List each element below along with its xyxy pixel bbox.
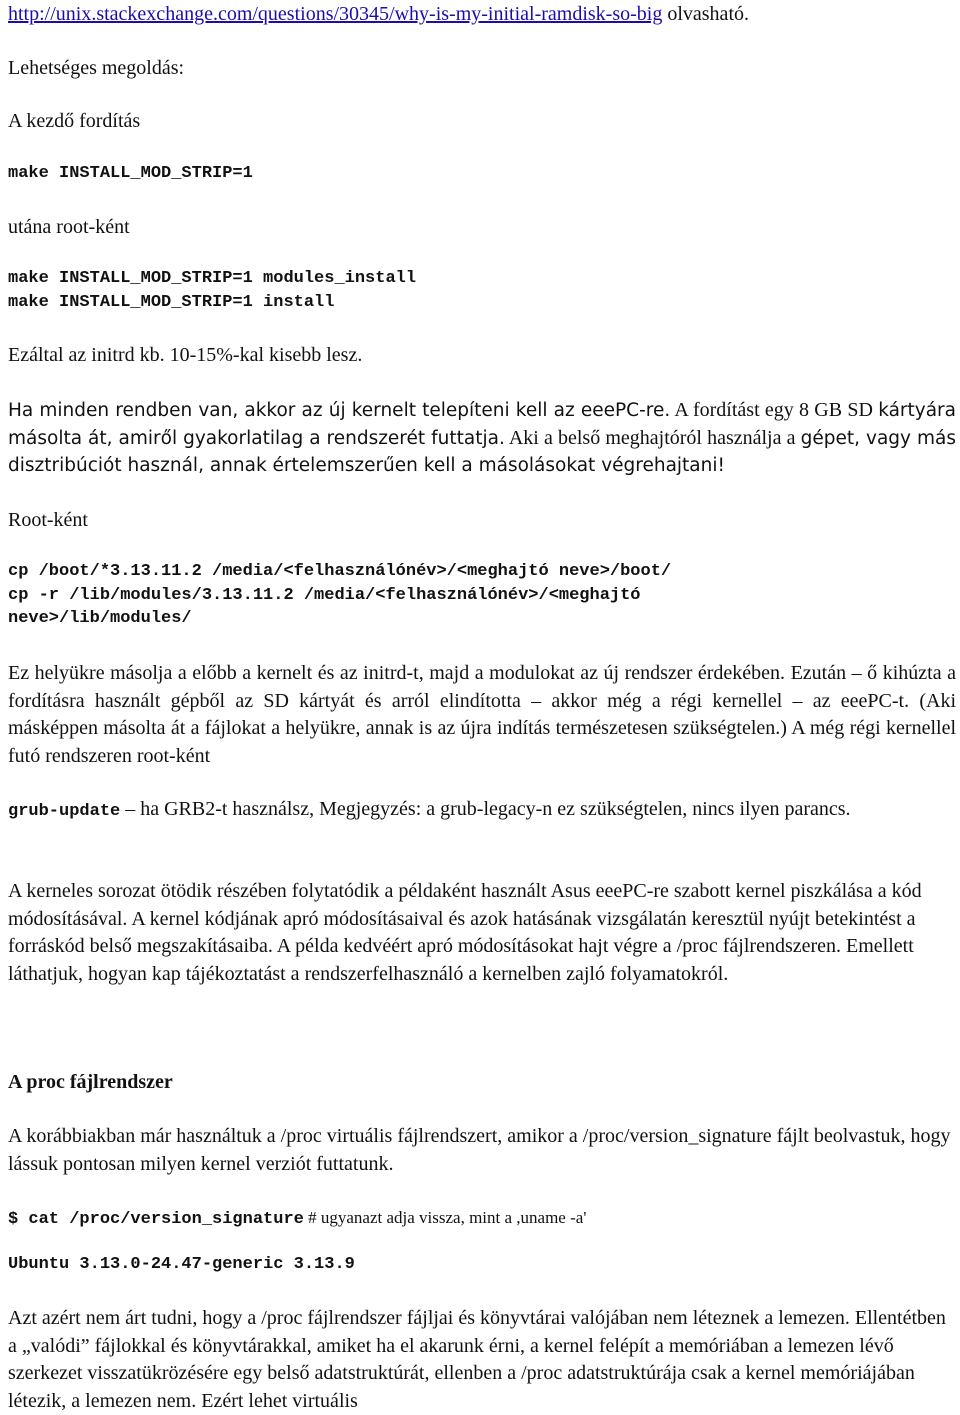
copy-explanation: Ez helyükre másolja a előbb a kernelt és az initrd-t, majd a modulokat az új rendszer érdekében. Ezután – ő kihúzta a fordításra használt gépből az SD kártyát és arról elindította – akkor még a régi kernellel – az eeePC-t. (Aki másképpen másolta át a fájlokat a helyükre, annak is az újra indítás természetesen szükségtelen.) A még régi kernellel futó rendszeren root-ként bbox=[8, 662, 956, 767]
as-root-label: Root-ként bbox=[8, 509, 88, 531]
cmd-install-line: make INSTALL_MOD_STRIP=1 modules_install bbox=[8, 269, 417, 288]
install-serif-2: Aki a belső meghajtóról használja a bbox=[504, 426, 796, 449]
install-paragraph bbox=[8, 397, 956, 480]
intro-suffix: olvasható. bbox=[662, 3, 749, 25]
first-compile-label: A kezdő fordítás bbox=[8, 110, 141, 132]
install-sans-2: kártyára másolta át, amiről gyakorlatilag a rendszerét futtatja. bbox=[8, 400, 956, 449]
cmd-copy-block bbox=[8, 560, 956, 631]
stackexchange-link[interactable]: http://unix.stackexchange.com/questions/30345/why-is-my-initial-ramdisk-so-big bbox=[8, 3, 663, 25]
series-paragraph: A kerneles sorozat ötödik részében folytatódik a példaként használt Asus eeePC-re szabott kernel piszkálása a kód módosításával. A kernel kódjának apró módosításaival és azok hatásának vizsgálatán keresztül nyújt betekintést a forráskód belső megszakításaiba. A példa kedvéért apró módosításokat hajt végre a /proc fájlrendszeren. Emellett láthatjuk, hogyan kap tájékoztatást a rendszerfelhasználó a kernelben zajló folyamatokról. bbox=[8, 880, 922, 985]
cmd-first: make INSTALL_MOD_STRIP=1 bbox=[8, 164, 253, 183]
intro-line bbox=[8, 1, 956, 29]
cmd-copy-line: cp /boot/*3.13.11.2 /media/<felhasználónév>/<meghajtó neve>/boot/ bbox=[8, 562, 672, 581]
cmd-copy-line: cp -r /lib/modules/3.13.11.2 /media/<felhasználónév>/<meghajtó bbox=[8, 585, 641, 605]
cmd-copy-line: neve>/lib/modules/ bbox=[8, 609, 192, 628]
grub-paragraph bbox=[8, 796, 956, 826]
initrd-result: Ezáltal az initrd kb. 10-15%-kal kisebb lesz. bbox=[8, 344, 363, 366]
proc-heading: A proc fájlrendszer bbox=[8, 1071, 173, 1093]
install-sans-1: Ha minden rendben van, akkor az új kernelt telepíteni kell az eeePC-re. bbox=[8, 400, 671, 421]
cat-output: Ubuntu 3.13.0-24.47-generic 3.13.9 bbox=[8, 1255, 355, 1274]
cat-line bbox=[8, 1204, 956, 1234]
grub-text: – ha GRB2-t használsz, Megjegyzés: a grub-legacy-n ez szükségtelen, nincs ilyen parancs. bbox=[120, 798, 851, 820]
cmd-install-line: make INSTALL_MOD_STRIP=1 install bbox=[8, 292, 335, 312]
cmd-install-block bbox=[8, 267, 956, 314]
cat-command: $ cat /proc/version_signature bbox=[8, 1210, 304, 1229]
install-sans-3: gépet, vagy más disztribúciót használ, annak értelemszerűen kell a másolásokat végrehajtani! bbox=[8, 427, 956, 476]
grub-command: grub-update bbox=[8, 802, 121, 821]
cat-comment: # ugyanazt adja vissza, mint a ,uname -a' bbox=[303, 1208, 587, 1227]
install-serif-1: A fordítást egy 8 GB SD bbox=[670, 399, 873, 421]
final-paragraph: Azt azért nem árt tudni, hogy a /proc fájlrendszer fájljai és könyvtárai valójában nem léteznek a lemezen. Ellentétben a „valódi” fájlokkal és könyvtárakkal, amiket ha el akarunk érni, a kernel felépít a memóriában a lemezen lévő szerkezet visszatükrözésére egy belső adatstruktúrát, ellenben a /proc adatstruktúrája csak a kernel memóriájában létezik, a lemezen nem. Ezért lehet virtuális bbox=[8, 1307, 946, 1412]
then-root-label: utána root-ként bbox=[8, 216, 130, 238]
solution-heading: Lehetséges megoldás: bbox=[8, 57, 185, 79]
proc-intro: A korábbiakban már használtuk a /proc virtuális fájlrendszert, amikor a /proc/version_signature fájlt beolvastuk, hogy lássuk pontosan milyen kernel verziót futtatunk. bbox=[8, 1125, 951, 1175]
